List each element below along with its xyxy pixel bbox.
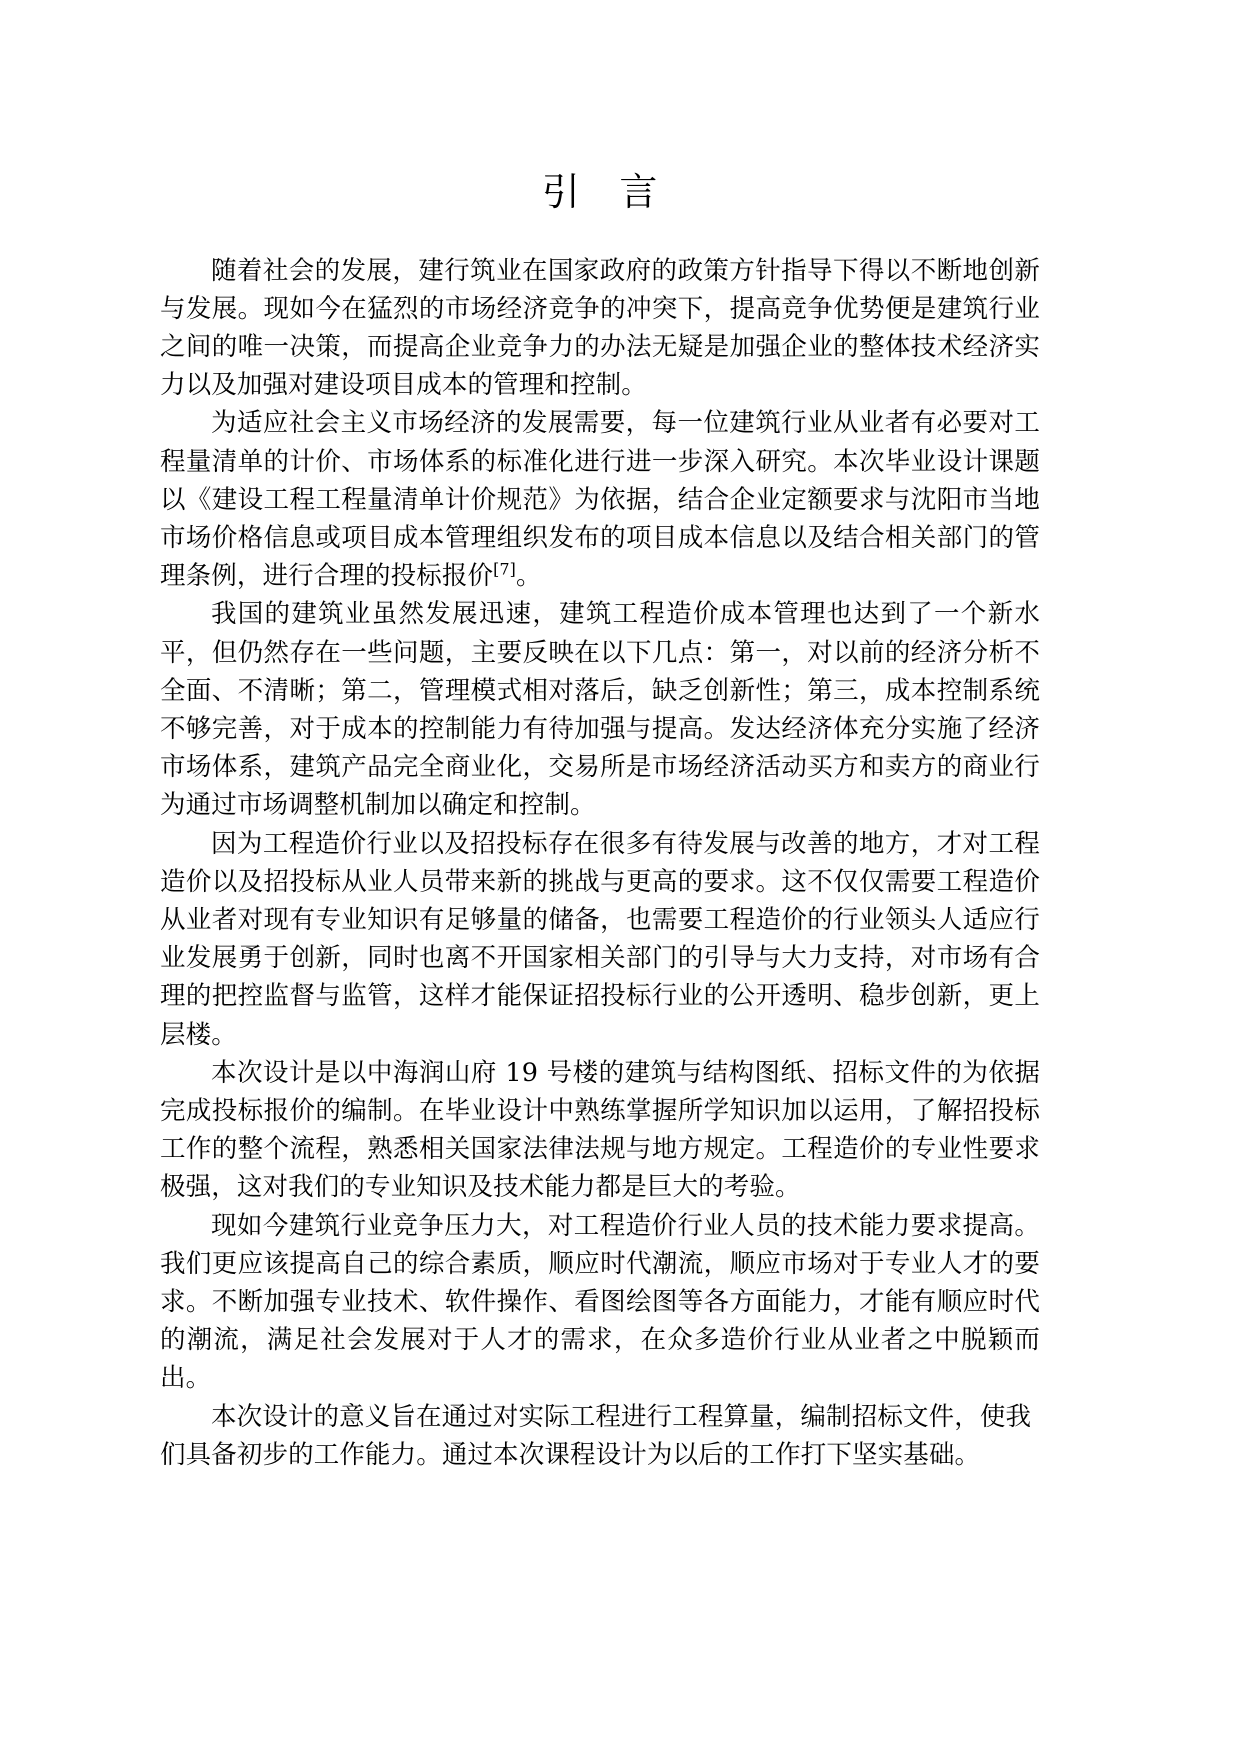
paragraph-3: 我国的建筑业虽然发展迅速，建筑工程造价成本管理也达到了一个新水平，但仍然存在一些问题，主要反映在以下几点：第一，对以前的经济分析不全面、不清晰；第二，管理模式相对落后，缺乏创新性；第三，成本控制系统不够完善，对于成本的控制能力有待加强与提高。发达经济体充分实施了经济市场体系，建筑产品完全商业化，交易所是市场经济活动买方和卖方的商业行为通过市场调整机制加以确定和控制。 bbox=[160, 599, 1040, 821]
paragraph-2-tail: 。 bbox=[515, 561, 542, 592]
body-text bbox=[160, 252, 1040, 1475]
paragraph-6: 现如今建筑行业竞争压力大，对工程造价行业人员的技术能力要求提高。我们更应该提高自己的综合素质，顺应时代潮流，顺应市场对于专业人才的要求。不断加强专业技术、软件操作、看图绘图等各方面能力，才能有顺应时代的潮流，满足社会发展对于人才的需求，在众多造价行业从业者之中脱颖而出。 bbox=[160, 1210, 1040, 1394]
paragraph-2 bbox=[160, 404, 1040, 595]
paragraph-5: 本次设计是以中海润山府 19 号楼的建筑与结构图纸、招标文件的为依据完成投标报价的编制。在毕业设计中熟练掌握所学知识加以运用，了解招投标工作的整个流程，熟悉相关国家法律法规与地方规定。工程造价的专业性要求极强，这对我们的专业知识及技术能力都是巨大的考验。 bbox=[160, 1057, 1040, 1203]
citation-reference: [7] bbox=[493, 559, 516, 579]
paragraph-7: 本次设计的意义旨在通过对实际工程进行工程算量，编制招标文件，使我们具备初步的工作能力。通过本次课程设计为以后的工作打下坚实基础。 bbox=[160, 1401, 1032, 1470]
page-title: 引 言 bbox=[541, 170, 659, 214]
paragraph-2-text: 为适应社会主义市场经济的发展需要，每一位建筑行业从业者有必要对工程量清单的计价、市场体系的标准化进行进一步深入研究。本次毕业设计课题以《建设工程工程量清单计价规范》为依据，结合企业定额要求与沈阳市当地市场价格信息或项目成本管理组织发布的项目成本信息以及结合相关部门的管理条例，进行合理的投标报价 bbox=[160, 408, 1040, 592]
page-content bbox=[160, 0, 1040, 1474]
paragraph-4: 因为工程造价行业以及招投标存在很多有待发展与改善的地方，才对工程造价以及招投标从业人员带来新的挑战与更高的要求。这不仅仅需要工程造价从业者对现有专业知识有足够量的储备，也需要工程造价的行业领头人适应行业发展勇于创新，同时也离不开国家相关部门的引导与大力支持，对市场有合理的把控监督与监管，这样才能保证招投标行业的公开透明、稳步创新，更上层楼。 bbox=[160, 828, 1040, 1050]
paragraph-1: 随着社会的发展，建行筑业在国家政府的政策方针指导下得以不断地创新与发展。现如今在猛烈的市场经济竞争的冲突下，提高竞争优势便是建筑行业之间的唯一决策，而提高企业竞争力的办法无疑是加强企业的整体技术经济实力以及加强对建设项目成本的管理和控制。 bbox=[160, 255, 1040, 401]
